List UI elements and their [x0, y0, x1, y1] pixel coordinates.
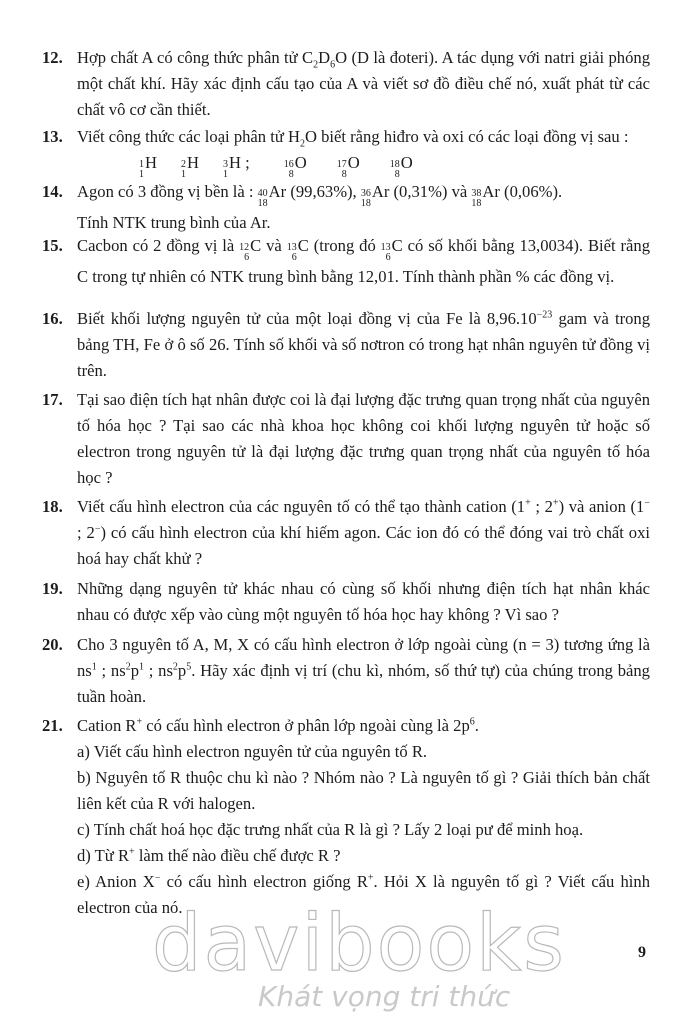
question-number: 17.	[42, 390, 63, 409]
isotope-h3: 3 1 H ;	[222, 153, 250, 180]
question-19	[42, 576, 650, 628]
question-text: Agon có 3 đồng vị bền là : 40 18 Ar (99,63%), 36 18 Ar (0,31%) và 38 18 Ar (0,06%). Tính NTK trung bình của Ar.	[77, 182, 563, 232]
sub-question-d: d) Từ R+ làm thế nào điều chế được R ?	[77, 846, 341, 865]
question-number: 16.	[42, 309, 63, 328]
question-text: Viết cấu hình electron của các nguyên tố có thể tạo thành cation (1+ ; 2+) và anion (1− ; 2−) có cấu hình electron của khí hiếm agon. Các ion đó có thể đóng vai trò chất oxi hoá hay chất khử ?	[77, 497, 651, 568]
question-number: 15.	[42, 236, 63, 255]
question-15	[42, 233, 650, 290]
question-number: 18.	[42, 497, 63, 516]
question-text: Viết công thức các loại phân tử $H_2O$ biết rằng hiđro và oxi có các loại đồng vị sau : 1 1 H 2 1 H 3 1 H ; 16 8 O 17 8 O 18 8 O	[77, 124, 650, 181]
question-text: Cacbon có 2 đồng vị là 12 6 C và 13 6 C (trong đó 13 6 C có số khối bằng 13,0034). Biết rằng C trong tự nhiên có NTK trung bình bằng 12,01. Tính thành phần % các đồng vị.	[77, 236, 651, 286]
isotope-h2: 2 1 H	[180, 153, 199, 180]
question-number: 12.	[42, 48, 63, 67]
question-text: Biết khối lượng nguyên tử của một loại đồng vị của Fe là $8,96.10^{-23}$ gam và trong bảng TH, Fe ở ô số 26. Tính số khối và số nơtron có trong hạt nhân nguyên tử đồng vị trên.	[77, 309, 650, 380]
question-16	[42, 306, 650, 384]
sub-question-e: e) Anion X− có cấu hình electron giống R+. Hỏi X là nguyên tố gì ? Viết cấu hình electron của nó.	[77, 872, 651, 917]
question-18	[42, 494, 650, 572]
question-number: 21.	[42, 716, 63, 735]
question-14	[42, 179, 650, 236]
sub-question-a: a) Viết cấu hình electron nguyên tử của nguyên tố R.	[77, 742, 428, 761]
watermark-slogan: Khát vọng tri thức	[258, 980, 511, 1013]
isotope-list	[139, 150, 650, 181]
question-number: 14.	[42, 182, 63, 201]
question-text: Hợp chất A có công thức phân tử $C_2D_6O$ (D là đoteri). A tác dụng với natri giải phóng một chất khí. Hãy xác định cấu tạo của A và viết sơ đồ điều chế nó, xuất phát từ các chất vô cơ cần thiết.	[77, 48, 650, 119]
isotope-o17: 17 8 O	[336, 153, 360, 180]
watermark-logo: davibooks	[152, 899, 566, 989]
isotope-h1: 1 1 H	[139, 153, 157, 180]
question-text: Cation R+ có cấu hình electron ở phân lớp ngoài cùng là $2p^6$. a) Viết cấu hình electron nguyên tử của nguyên tố R. b) Nguyên tố R thuộc chu kì nào ? Nhóm nào ? Là nguyên tố gì ? Giải thích bản chất liên kết của R với halogen. c) Tính chất hoá học đặc trưng nhất của R là gì ? Lấy 2 loại pư để minh hoạ. d) Từ R+ làm thế nào điều chế được R ? e) Anion X− có cấu hình electron giống R+. Hỏi X là nguyên tố gì ? Viết cấu hình electron của nó.	[77, 713, 650, 921]
question-text: Tại sao điện tích hạt nhân được coi là đại lượng đặc trưng quan trọng nhất của nguyên tố hóa học ? Tại sao các nhà khoa học không coi khối lượng nguyên tử hoặc số electron trong nguyên tử là đại lượng đặc trưng quan trọng nhất của nguyên tố hóa học ?	[77, 390, 650, 487]
question-21	[42, 713, 650, 921]
sub-question-c: c) Tính chất hoá học đặc trưng nhất của R là gì ? Lấy 2 loại pư để minh hoạ.	[77, 820, 584, 839]
question-number: 20.	[42, 635, 63, 654]
question-number: 13.	[42, 127, 63, 146]
question-text: Cho 3 nguyên tố A, M, X có cấu hình electron ở lớp ngoài cùng (n = 3) tương ứng là $ns^1$ ; $ns^2p^1$ ; $ns^2p^5$. Hãy xác định vị trí (chu kì, nhóm, số thứ tự) của chúng trong bảng tuần hoàn.	[77, 635, 650, 706]
sub-question-b: b) Nguyên tố R thuộc chu kì nào ? Nhóm nào ? Là nguyên tố gì ? Giải thích bản chất liên kết của R với halogen.	[77, 768, 650, 813]
question-20	[42, 632, 650, 710]
question-number: 19.	[42, 579, 63, 598]
isotope-o16: 16 8 O	[283, 153, 307, 180]
page-number: 9	[638, 944, 646, 961]
isotope-o18: 18 8 O	[389, 153, 413, 180]
question-text: Những dạng nguyên tử khác nhau có cùng số khối nhưng điện tích hạt nhân khác nhau có được xếp vào cùng một nguyên tố hóa học hay không ? Vì sao ?	[77, 579, 650, 624]
question-13	[42, 124, 650, 181]
question-17	[42, 387, 650, 491]
question-12	[42, 45, 650, 123]
